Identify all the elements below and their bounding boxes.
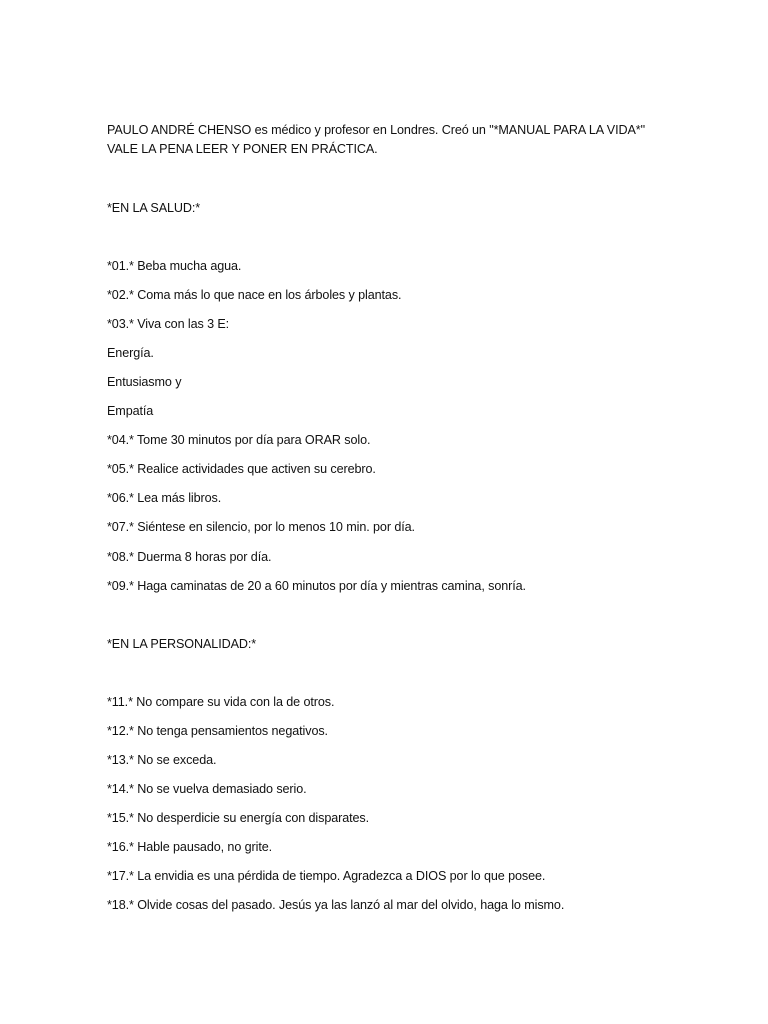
list-item: *18.* Olvide cosas del pasado. Jesús ya las lanzó al mar del olvido, haga lo mismo. [107, 898, 565, 912]
list-item: *08.* Duerma 8 horas por día. [107, 550, 272, 564]
list-item: *09.* Haga caminatas de 20 a 60 minutos por día y mientras camina, sonría. [107, 579, 526, 593]
list-item: *07.* Siéntese en silencio, por lo menos 10 min. por día. [107, 520, 415, 534]
list-item: Empatía [107, 404, 154, 418]
list-item: *01.* Beba mucha agua. [107, 259, 242, 273]
list-item: *04.* Tome 30 minutos por día para ORAR solo. [107, 433, 371, 447]
intro-line-2: VALE LA PENA LEER Y PONER EN PRÁCTICA. [107, 142, 378, 156]
list-item: *05.* Realice actividades que activen su cerebro. [107, 462, 376, 476]
list-item: *17.* La envidia es una pérdida de tiempo. Agradezca a DIOS por lo que posee. [107, 869, 546, 883]
list-item: *11.* No compare su vida con la de otros. [107, 695, 335, 709]
list-item: *02.* Coma más lo que nace en los árboles y plantas. [107, 288, 402, 302]
list-item: *03.* Viva con las 3 E: [107, 317, 230, 331]
list-item: Energía. [107, 346, 154, 360]
list-item: *15.* No desperdicie su energía con disparates. [107, 811, 370, 825]
section-heading-personalidad: *EN LA PERSONALIDAD:* [107, 637, 257, 651]
list-item: Entusiasmo y [107, 375, 182, 389]
list-item: *16.* Hable pausado, no grite. [107, 840, 273, 854]
list-item: *06.* Lea más libros. [107, 491, 222, 505]
list-item: *13.* No se exceda. [107, 753, 217, 767]
section-heading-salud: *EN LA SALUD:* [107, 201, 201, 215]
list-item: *12.* No tenga pensamientos negativos. [107, 724, 328, 738]
list-item: *14.* No se vuelva demasiado serio. [107, 782, 307, 796]
intro-line-1: PAULO ANDRÉ CHENSO es médico y profesor en Londres. Creó un "*MANUAL PARA LA VIDA*" [107, 123, 645, 137]
